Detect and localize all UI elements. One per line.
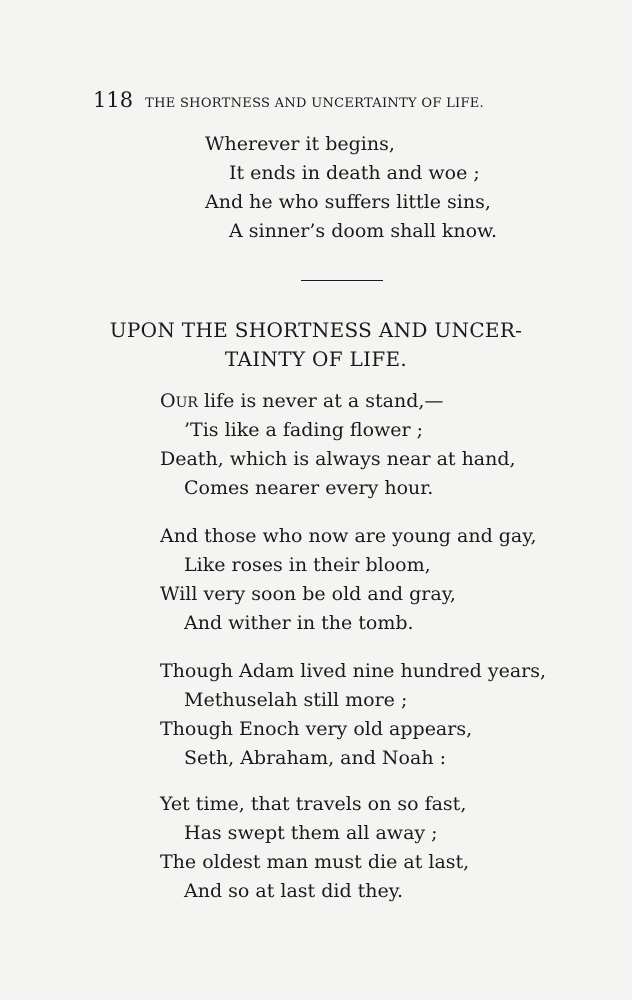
verse-line: Will very soon be old and gray,	[160, 583, 456, 605]
verse-line: A sinner’s doom shall know.	[229, 220, 498, 242]
verse-line: Comes nearer every hour.	[184, 477, 434, 499]
poem-title-line-2: TAINTY OF LIFE.	[224, 347, 408, 371]
page-number: 118	[93, 88, 134, 112]
verse-line: Wherever it begins,	[205, 133, 395, 155]
running-title: THE SHORTNESS AND UNCERTAINTY OF LIFE.	[145, 96, 484, 111]
small-caps-word: UR	[175, 395, 198, 411]
poem-stanza-4	[160, 790, 560, 906]
verse-line: And he who suffers little sins,	[205, 191, 491, 213]
verse-line: Yet time, that travels on so fast,	[160, 793, 467, 815]
verse-line: And those who now are young and gay,	[160, 525, 537, 547]
verse-line: Death, which is always near at hand,	[160, 448, 516, 470]
poem-stanza-2	[160, 522, 560, 638]
verse-line: Though Enoch very old appears,	[160, 718, 473, 740]
previous-poem-stanza	[205, 130, 525, 246]
running-header	[93, 88, 553, 116]
drop-initial: O	[160, 390, 176, 412]
verse-line: It ends in death and woe ;	[229, 162, 480, 184]
verse-line: Has swept them all away ;	[184, 822, 438, 844]
verse-line: Seth, Abraham, and Noah :	[184, 747, 447, 769]
poem-stanza-3	[160, 657, 560, 773]
verse-line: ’Tis like a fading flower ;	[184, 419, 424, 441]
verse-line: And wither in the tomb.	[184, 612, 414, 634]
poem-title-line-1: UPON THE SHORTNESS AND UNCER-	[109, 318, 523, 342]
poem-stanza-1	[160, 387, 560, 503]
section-divider	[301, 280, 383, 281]
verse-line	[160, 387, 443, 418]
verse-line: Like roses in their bloom,	[184, 554, 431, 576]
verse-line: The oldest man must die at last,	[160, 851, 470, 873]
verse-line: And so at last did they.	[184, 880, 404, 902]
verse-line: Though Adam lived nine hundred years,	[160, 660, 547, 682]
verse-line-text: life is never at a stand,—	[197, 390, 444, 412]
verse-line: Methuselah still more ;	[184, 689, 408, 711]
